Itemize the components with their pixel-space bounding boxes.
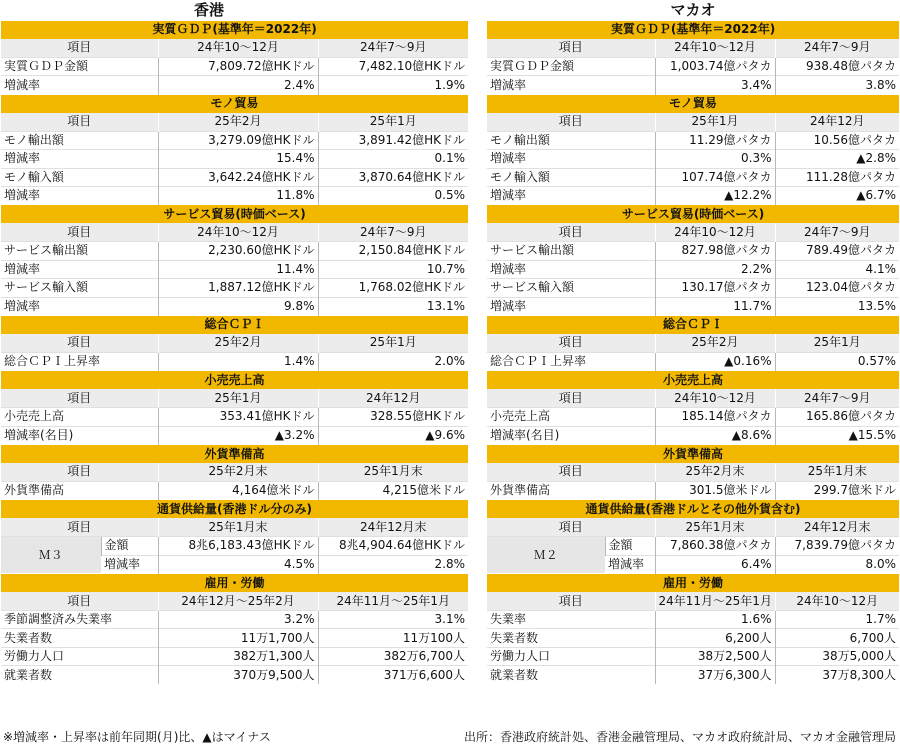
value-cell: 11万1,700人 — [158, 629, 318, 647]
table-row — [487, 168, 899, 186]
value-cell: 4,215億米ドル — [318, 481, 468, 499]
table-row — [1, 150, 468, 168]
column-header-item: 項目 — [487, 223, 655, 241]
column-header-row — [487, 39, 899, 57]
value-cell: 3,870.64億HKドル — [318, 168, 468, 186]
table-row — [487, 611, 899, 629]
value-cell: 123.04億パタカ — [775, 279, 899, 297]
row-label: 増減率 — [1, 260, 158, 278]
value-cell: 4.5% — [158, 555, 318, 573]
money-aggregate-label: Ｍ３ — [1, 537, 101, 574]
section-title: 小売売上高 — [1, 371, 468, 389]
column-header-row — [1, 389, 468, 407]
table-row — [1, 279, 468, 297]
section-title: 通貨供給量(香港ドルとその他外貨含む) — [487, 500, 899, 518]
value-cell: 4,164億米ドル — [158, 481, 318, 499]
section-header-cpi — [487, 316, 899, 334]
value-cell: 111.28億パタカ — [775, 168, 899, 186]
section-title: 小売売上高 — [487, 371, 899, 389]
row-label: 外貨準備高 — [487, 481, 655, 499]
column-header-item: 項目 — [1, 334, 158, 352]
table-row — [1, 186, 468, 204]
value-cell: 3,642.24億HKドル — [158, 168, 318, 186]
section-title: 雇用・労働 — [487, 574, 899, 592]
row-label: 増減率 — [1, 186, 158, 204]
value-cell: 13.5% — [775, 297, 899, 315]
section-title: サービス貿易(時価ベース) — [487, 205, 899, 223]
section-header-retail — [1, 371, 468, 389]
section-header-gdp — [487, 21, 899, 39]
table-row — [487, 150, 899, 168]
column-header-row — [1, 334, 468, 352]
column-header-item: 項目 — [487, 113, 655, 131]
table-row — [1, 611, 468, 629]
table-row — [1, 537, 468, 555]
column-header-item: 項目 — [487, 389, 655, 407]
column-header-item: 項目 — [1, 463, 158, 481]
value-cell: 38万2,500人 — [655, 647, 775, 665]
value-cell: ▲6.7% — [775, 186, 899, 204]
table-row — [487, 242, 899, 260]
column-header-period1: 24年10〜12月 — [158, 223, 318, 241]
section-header-gdp — [1, 21, 468, 39]
value-cell: 6,200人 — [655, 629, 775, 647]
column-header-row — [1, 39, 468, 57]
column-header-period1: 24年10〜12月 — [158, 39, 318, 57]
value-cell: 382万6,700人 — [318, 647, 468, 665]
section-header-cpi — [1, 316, 468, 334]
value-cell: 4.1% — [775, 260, 899, 278]
column-header-item: 項目 — [1, 39, 158, 57]
macau-panel — [487, 0, 899, 684]
table-row — [1, 647, 468, 665]
section-header-services — [487, 205, 899, 223]
column-header-item: 項目 — [487, 592, 655, 610]
value-cell: 1.4% — [158, 352, 318, 370]
row-label: 増減率 — [487, 150, 655, 168]
column-header-item: 項目 — [487, 334, 655, 352]
row-label: 増減率 — [487, 260, 655, 278]
table-row — [487, 131, 899, 149]
value-cell: 3,891.42億HKドル — [318, 131, 468, 149]
row-label: 総合ＣＰＩ上昇率 — [1, 352, 158, 370]
value-cell: 1.9% — [318, 76, 468, 94]
table-row — [487, 297, 899, 315]
row-label: 増減率 — [101, 555, 158, 573]
row-label: 金額 — [605, 537, 655, 555]
source-note: 出所：香港政府統計処、香港金融管理局、マカオ政府統計局、マカオ金融管理局 — [463, 730, 896, 744]
table-row — [487, 260, 899, 278]
row-label: サービス輸入額 — [487, 279, 655, 297]
section-title: 総合ＣＰＩ — [1, 316, 468, 334]
table-row — [487, 186, 899, 204]
column-header-row — [487, 334, 899, 352]
column-header-period1: 24年11月〜25年1月 — [655, 592, 775, 610]
table-row — [487, 666, 899, 684]
table-row — [1, 426, 468, 444]
value-cell: ▲3.2% — [158, 426, 318, 444]
value-cell: 938.48億パタカ — [775, 57, 899, 75]
column-header-period2: 24年10〜12月 — [775, 592, 899, 610]
column-header-item: 項目 — [487, 39, 655, 57]
row-label: 実質ＧＤＰ金額 — [1, 57, 158, 75]
table-row — [1, 168, 468, 186]
row-label: 失業者数 — [487, 629, 655, 647]
value-cell: 11.8% — [158, 186, 318, 204]
row-label: 季節調整済み失業率 — [1, 611, 158, 629]
column-header-row — [487, 518, 899, 536]
section-title: 雇用・労働 — [1, 574, 468, 592]
value-cell: 301.5億米ドル — [655, 481, 775, 499]
value-cell: 6.4% — [655, 555, 775, 573]
column-header-period2: 24年7〜9月 — [775, 39, 899, 57]
value-cell: ▲8.6% — [655, 426, 775, 444]
column-header-row — [487, 223, 899, 241]
value-cell: 3,279.09億HKドル — [158, 131, 318, 149]
table-row — [1, 260, 468, 278]
table-row — [487, 629, 899, 647]
value-cell: 1.7% — [775, 611, 899, 629]
row-label: 失業者数 — [1, 629, 158, 647]
value-cell: ▲2.8% — [775, 150, 899, 168]
table-row — [487, 426, 899, 444]
value-cell: 353.41億HKドル — [158, 408, 318, 426]
row-label: 増減率 — [1, 297, 158, 315]
section-title: 外貨準備高 — [487, 445, 899, 463]
row-label: 総合ＣＰＩ上昇率 — [487, 352, 655, 370]
column-header-period1: 25年1月 — [158, 389, 318, 407]
value-cell: 6,700人 — [775, 629, 899, 647]
column-header-period2: 25年1月 — [775, 334, 899, 352]
hong-kong-panel — [1, 0, 465, 684]
section-title: 実質ＧＤＰ(基準年＝2022年) — [487, 21, 899, 39]
value-cell: 37万8,300人 — [775, 666, 899, 684]
column-header-period1: 25年2月末 — [655, 463, 775, 481]
section-title: モノ貿易 — [487, 94, 899, 112]
value-cell: 130.17億パタカ — [655, 279, 775, 297]
row-label: 就業者数 — [487, 666, 655, 684]
column-header-row — [1, 518, 468, 536]
column-header-row — [1, 592, 468, 610]
section-title: 外貨準備高 — [1, 445, 468, 463]
row-label: 労働力人口 — [1, 647, 158, 665]
table-row — [487, 537, 899, 555]
column-header-period1: 25年1月 — [655, 113, 775, 131]
column-header-item: 項目 — [1, 389, 158, 407]
value-cell: 0.57% — [775, 352, 899, 370]
value-cell: ▲15.5% — [775, 426, 899, 444]
section-header-trade — [1, 94, 468, 112]
column-header-period1: 24年10〜12月 — [655, 39, 775, 57]
section-header-trade — [487, 94, 899, 112]
column-header-item: 項目 — [1, 223, 158, 241]
macau-title: マカオ — [670, 1, 716, 19]
column-header-row — [487, 592, 899, 610]
value-cell: 2.4% — [158, 76, 318, 94]
value-cell: ▲12.2% — [655, 186, 775, 204]
column-header-period2: 25年1月末 — [775, 463, 899, 481]
row-label: 小売売上高 — [487, 408, 655, 426]
hong-kong-title: 香港 — [193, 1, 224, 19]
value-cell: 2,230.60億HKドル — [158, 242, 318, 260]
table-row — [487, 57, 899, 75]
value-cell: 11.7% — [655, 297, 775, 315]
table-row — [487, 352, 899, 370]
value-cell: 11.29億パタカ — [655, 131, 775, 149]
value-cell: 15.4% — [158, 150, 318, 168]
section-title: 実質ＧＤＰ(基準年＝2022年) — [1, 21, 468, 39]
table-row — [487, 481, 899, 499]
value-cell: 7,839.79億パタカ — [775, 537, 899, 555]
value-cell: 37万6,300人 — [655, 666, 775, 684]
table-row — [487, 647, 899, 665]
money-aggregate-label: Ｍ２ — [487, 537, 605, 574]
row-label: モノ輸出額 — [1, 131, 158, 149]
row-label: 増減率 — [487, 297, 655, 315]
value-cell: 7,809.72億HKドル — [158, 57, 318, 75]
row-label: サービス輸入額 — [1, 279, 158, 297]
column-header-row — [487, 389, 899, 407]
row-label: 失業率 — [487, 611, 655, 629]
row-label: 実質ＧＤＰ金額 — [487, 57, 655, 75]
value-cell: 7,482.10億HKドル — [318, 57, 468, 75]
table-row — [1, 666, 468, 684]
value-cell: 1,768.02億HKドル — [318, 279, 468, 297]
value-cell: 299.7億米ドル — [775, 481, 899, 499]
value-cell: 370万9,500人 — [158, 666, 318, 684]
column-header-period1: 25年2月末 — [158, 463, 318, 481]
column-header-period1: 25年2月 — [158, 113, 318, 131]
value-cell: 827.98億パタカ — [655, 242, 775, 260]
column-header-item: 項目 — [1, 113, 158, 131]
row-label: サービス輸出額 — [1, 242, 158, 260]
value-cell: 0.3% — [655, 150, 775, 168]
value-cell: 1,887.12億HKドル — [158, 279, 318, 297]
column-header-period2: 24年7〜9月 — [775, 223, 899, 241]
column-header-period1: 25年2月 — [158, 334, 318, 352]
section-header-services — [1, 205, 468, 223]
table-row — [1, 352, 468, 370]
table-row — [1, 131, 468, 149]
value-cell: ▲0.16% — [655, 352, 775, 370]
table-row — [1, 408, 468, 426]
row-label: 就業者数 — [1, 666, 158, 684]
column-header-period2: 25年1月 — [318, 334, 468, 352]
column-header-row — [1, 463, 468, 481]
column-header-period2: 24年12月 — [775, 113, 899, 131]
value-cell: 0.1% — [318, 150, 468, 168]
value-cell: 9.8% — [158, 297, 318, 315]
column-header-item: 項目 — [1, 592, 158, 610]
value-cell: 371万6,600人 — [318, 666, 468, 684]
value-cell: ▲9.6% — [318, 426, 468, 444]
row-label: 増減率 — [1, 76, 158, 94]
value-cell: 10.7% — [318, 260, 468, 278]
column-header-period2: 24年7〜9月 — [775, 389, 899, 407]
table-row — [1, 76, 468, 94]
row-label: 増減率 — [605, 555, 655, 573]
footnote: ※増減率・上昇率は前年同期(月)比、▲はマイナス — [3, 730, 271, 744]
value-cell: 2.0% — [318, 352, 468, 370]
value-cell: 0.5% — [318, 186, 468, 204]
table-row — [1, 481, 468, 499]
row-label: 増減率 — [487, 76, 655, 94]
column-header-period2: 24年11月〜25年1月 — [318, 592, 468, 610]
value-cell: 3.2% — [158, 611, 318, 629]
table-row — [1, 242, 468, 260]
row-label: 労働力人口 — [487, 647, 655, 665]
column-header-item: 項目 — [487, 463, 655, 481]
value-cell: 11.4% — [158, 260, 318, 278]
value-cell: 8兆6,183.43億HKドル — [158, 537, 318, 555]
column-header-row — [487, 113, 899, 131]
row-label: モノ輸入額 — [487, 168, 655, 186]
column-header-row — [1, 223, 468, 241]
value-cell: 3.4% — [655, 76, 775, 94]
column-header-period2: 24年12月末 — [775, 518, 899, 536]
column-header-row — [487, 463, 899, 481]
row-label: 増減率(名目) — [487, 426, 655, 444]
value-cell: 8兆4,904.64億HKドル — [318, 537, 468, 555]
section-title: 総合ＣＰＩ — [487, 316, 899, 334]
section-header-money — [1, 500, 468, 518]
row-label: モノ輸出額 — [487, 131, 655, 149]
table-row — [487, 76, 899, 94]
value-cell: 10.56億パタカ — [775, 131, 899, 149]
section-header-retail — [487, 371, 899, 389]
row-label: 増減率 — [487, 186, 655, 204]
value-cell: 8.0% — [775, 555, 899, 573]
row-label: 外貨準備高 — [1, 481, 158, 499]
table-row — [487, 279, 899, 297]
value-cell: 3.8% — [775, 76, 899, 94]
column-header-period2: 24年12月 — [318, 389, 468, 407]
row-label: 小売売上高 — [1, 408, 158, 426]
macau-table — [487, 20, 899, 684]
section-header-reserves — [487, 445, 899, 463]
column-header-period2: 24年7〜9月 — [318, 39, 468, 57]
hong-kong-table — [1, 20, 468, 684]
section-header-labor — [487, 574, 899, 592]
column-header-period2: 24年7〜9月 — [318, 223, 468, 241]
value-cell: 185.14億パタカ — [655, 408, 775, 426]
table-row — [1, 629, 468, 647]
value-cell: 1,003.74億パタカ — [655, 57, 775, 75]
value-cell: 2.8% — [318, 555, 468, 573]
row-label: 金額 — [101, 537, 158, 555]
row-label: 増減率 — [1, 150, 158, 168]
row-label: サービス輸出額 — [487, 242, 655, 260]
section-title: モノ貿易 — [1, 94, 468, 112]
table-row — [487, 408, 899, 426]
value-cell: 328.55億HKドル — [318, 408, 468, 426]
value-cell: 107.74億パタカ — [655, 168, 775, 186]
value-cell: 1.6% — [655, 611, 775, 629]
value-cell: 7,860.38億パタカ — [655, 537, 775, 555]
column-header-period1: 25年2月 — [655, 334, 775, 352]
column-header-period2: 24年12月末 — [318, 518, 468, 536]
value-cell: 165.86億パタカ — [775, 408, 899, 426]
value-cell: 789.49億パタカ — [775, 242, 899, 260]
column-header-period2: 25年1月 — [318, 113, 468, 131]
section-title: サービス貿易(時価ベース) — [1, 205, 468, 223]
column-header-period1: 24年10〜12月 — [655, 389, 775, 407]
table-row — [1, 57, 468, 75]
value-cell: 2.2% — [655, 260, 775, 278]
column-header-item: 項目 — [487, 518, 655, 536]
column-header-period1: 24年12月〜25年2月 — [158, 592, 318, 610]
row-label: 増減率(名目) — [1, 426, 158, 444]
value-cell: 38万5,000人 — [775, 647, 899, 665]
section-header-money — [487, 500, 899, 518]
column-header-row — [1, 113, 468, 131]
value-cell: 2,150.84億HKドル — [318, 242, 468, 260]
value-cell: 11万100人 — [318, 629, 468, 647]
column-header-item: 項目 — [1, 518, 158, 536]
column-header-period1: 24年10〜12月 — [655, 223, 775, 241]
value-cell: 3.1% — [318, 611, 468, 629]
row-label: モノ輸入額 — [1, 168, 158, 186]
section-title: 通貨供給量(香港ドル分のみ) — [1, 500, 468, 518]
value-cell: 382万1,300人 — [158, 647, 318, 665]
section-header-labor — [1, 574, 468, 592]
table-row — [1, 297, 468, 315]
column-header-period2: 25年1月末 — [318, 463, 468, 481]
value-cell: 13.1% — [318, 297, 468, 315]
column-header-period1: 25年1月末 — [158, 518, 318, 536]
section-header-reserves — [1, 445, 468, 463]
column-header-period1: 25年1月末 — [655, 518, 775, 536]
